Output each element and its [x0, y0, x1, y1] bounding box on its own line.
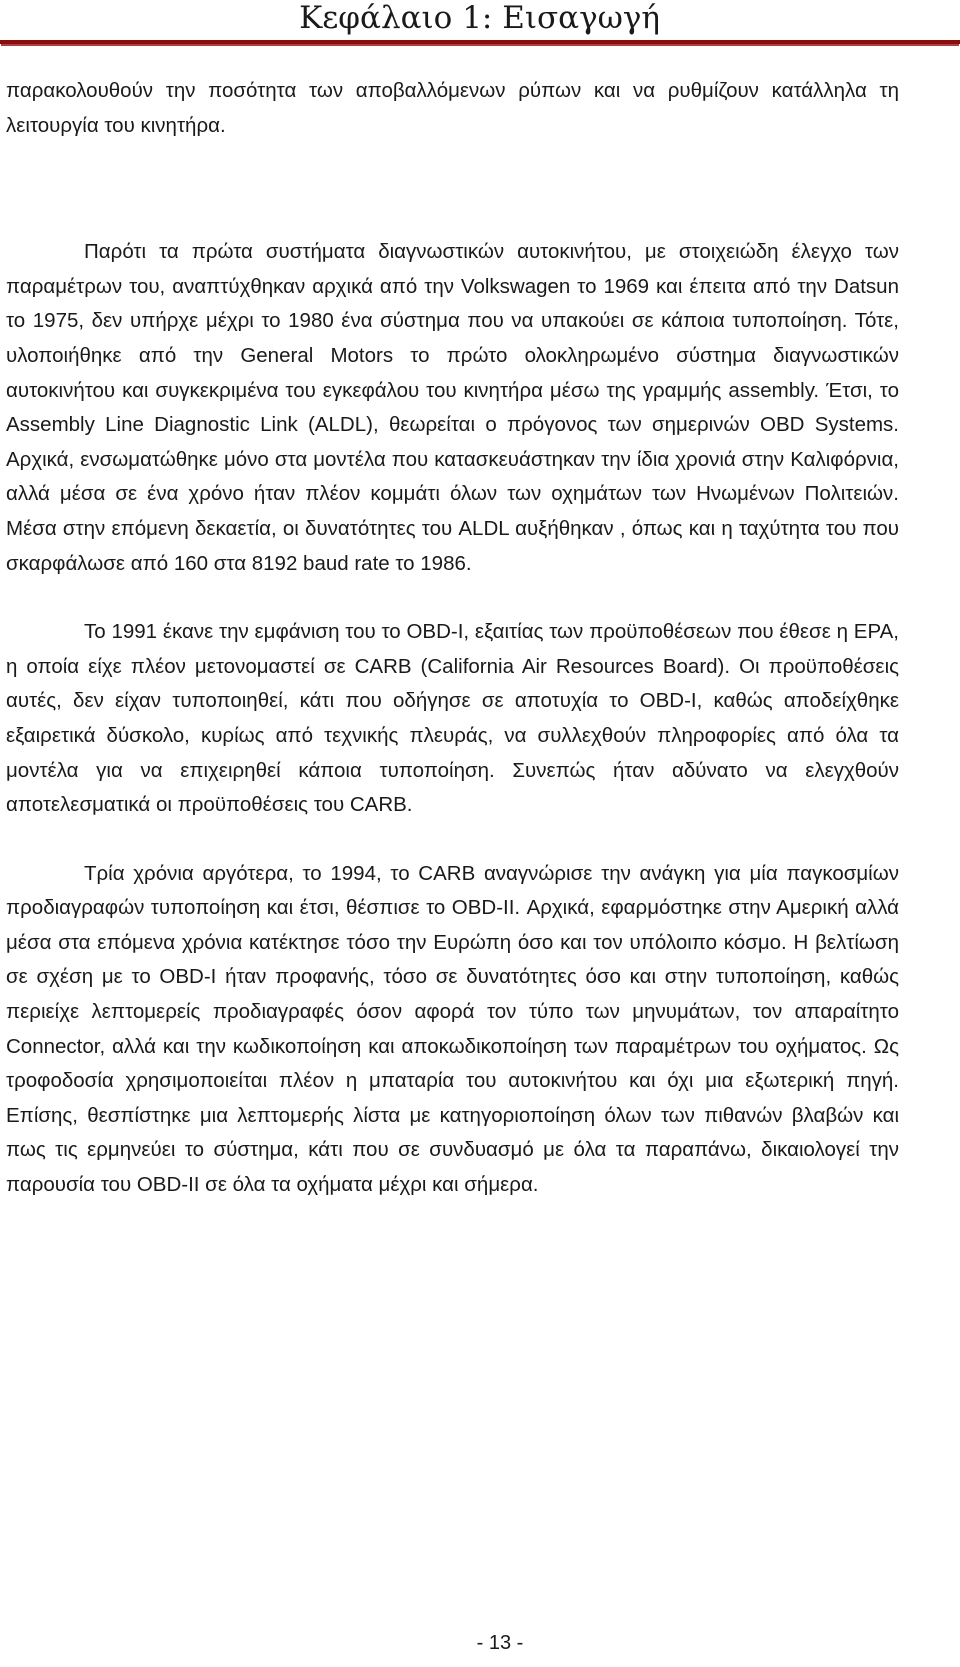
- page-number: - 13 -: [476, 1632, 524, 1654]
- paragraph-obd-i: Το 1991 έκανε την εμφάνιση του το OBD-I, εξαιτίας των προϋποθέσεων που έθεσε η EPA, η οποία είχε πλέον μετονομαστεί σε CARB (California Air Resources Board). Οι προϋποθέσεις αυτές, δεν είχαν τυποποιηθεί, κάτι που οδήγησε σε αποτυχία το OBD-I, καθώς αποδείχθηκε εξαιρετικά δύσκολο, κυρίως από τεχνικής πλευράς, να συλλεχθούν πληροφορίες από όλα τα μοντέλα για να επιχειρηθεί κάποια τυποποίηση. Συνεπώς ήταν αδύνατο να ελεγχθούν αποτελεσματικά οι προϋποθέσεις του CARB.: [6, 620, 899, 817]
- paragraph-obd-ii: Τρία χρόνια αργότερα, το 1994, το CARB αναγνώρισε την ανάγκη για μία παγκοσμίων προδιαγραφών τυποποίηση και έτσι, θέσπισε το OBD-II. Αρχικά, εφαρμόστηκε στην Αμερική αλλά μέσα στα επόμενα χρόνια κατέκτησε τόσο την Ευρώπη όσο και τον υπόλοιπο κόσμο. Η βελτίωση σε σχέση με το OBD-I ήταν προφανής, τόσο σε δυνατότητες όσο και στην τυποποίηση, καθώς περιείχε λεπτομερείς προδιαγραφές όσον αφορά τον τύπο των μηνυμάτων, τον απαραίτητο Connector, αλλά και την κωδικοποίηση και αποκωδικοποίηση των παραμέτρων του οχήματος. Ως τροφοδοσία χρησιμοποιείται πλέον η μπαταρία του αυτοκινήτου και όχι μια εξωτερική πηγή. Επίσης, θεσπίστηκε μια λεπτομερής λίστα με κατηγοριοποίηση όλων των πιθανών βλαβών και πως τις ερμηνεύει το σύστημα, κάτι που σε συνδυασμό με όλα τα παραπάνω, δικαιολογεί την παρουσία του OBD-II σε όλα τα οχήματα μέχρι και σήμερα.: [6, 861, 899, 1197]
- chapter-title: Κεφάλαιο 1: Εισαγωγή: [299, 0, 660, 36]
- running-header: [0, 0, 960, 52]
- body-text: [6, 74, 899, 1203]
- paragraph-continuation: παρακολουθούν την ποσότητα των αποβαλλόμενων ρύπων και να ρυθμίζουν κατάλληλα τη λειτουργία του κινητήρα.: [6, 79, 899, 137]
- paragraph-aldl-history: Παρότι τα πρώτα συστήματα διαγνωστικών αυτοκινήτου, με στοιχειώδη έλεγχο των παραμέτρων του, αναπτύχθηκαν αρχικά από την Volkswagen το 1969 και έπειτα από την Datsun το 1975, δεν υπήρχε μέχρι το 1980 ένα σύστημα που να υπακούει σε κάποια τυποποίηση. Τότε, υλοποιήθηκε από την General Motors το πρώτο ολοκληρωμένο σύστημα διαγνωστικών αυτοκινήτου και συγκεκριμένα του εγκεφάλου του κινητήρα μέσω της γραμμής assembly. Έτσι, το Assembly Line Diagnostic Link (ALDL), θεωρείται ο πρόγονος των σημερινών OBD Systems. Αρχικά, ενσωματώθηκε μόνο στα μοντέλα που κατασκευάστηκαν την ίδια χρονιά στην Καλιφόρνια, αλλά μέσα σε ένα χρόνο ήταν πλέον κομμάτι όλων των οχημάτων των Ηνωμένων Πολιτειών. Μέσα στην επόμενη δεκαετία, οι δυνατότητες του ALDL αυξήθηκαν , όπως και η ταχύτητα του που σκαρφάλωσε από 160 στα 8192 baud rate το 1986.: [6, 240, 899, 575]
- header-rule: [0, 40, 960, 44]
